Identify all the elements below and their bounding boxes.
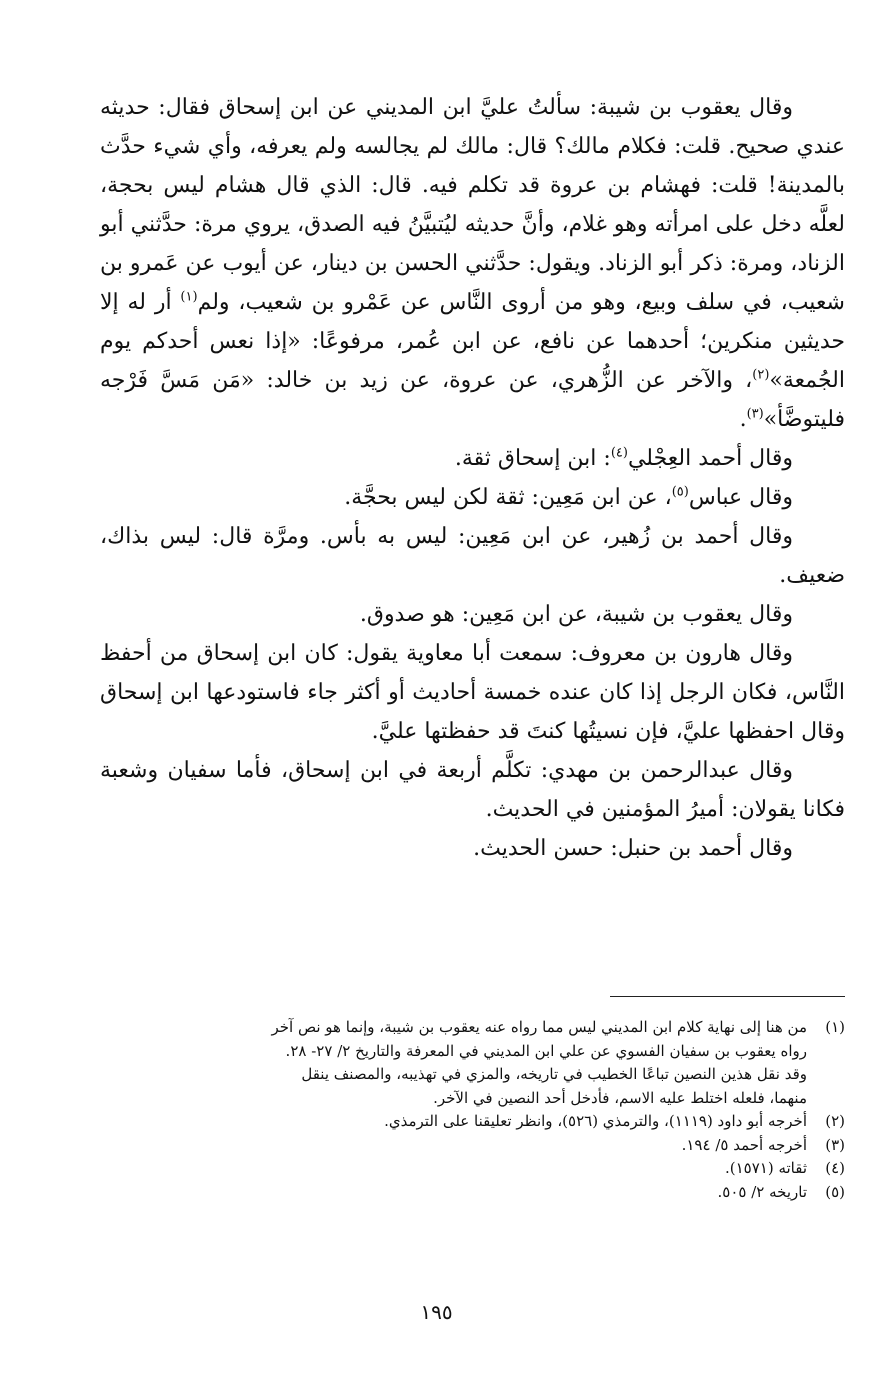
footnote-line: تاريخه ٢/ ٥٠٥. [717,1182,807,1201]
paragraph-text: أر له إلا حديثين منكرين؛ أحدهما عن نافع، عن ابن عُمر، مرفوعًا: «إذا نعس أحدكم يوم الجُمعة» [100,290,845,393]
footnote-text [100,1157,807,1181]
footnote-number: (٢) [825,1112,845,1130]
footnote-line: وقد نقل هذين النصين تباعًا الخطيب في تاريخه، والمزي في تهذيبه، والمصنف ينقل [301,1065,807,1083]
footnote-number: (١) [825,1018,845,1036]
paragraph-text: . [739,407,747,432]
footnote-ref-3[interactable]: (٣) [746,406,764,422]
paragraph-7: وقال عبدالرحمن بن مهدي: تكلَّم أربعة في ابن إسحاق، فأما سفيان وشعبة فكانا يقولان: أميرُ المؤمنين في الحديث. [100,758,845,822]
paragraph-1 [100,88,845,439]
footnote-text [100,1016,807,1110]
footnote-3 [100,1134,845,1158]
paragraph-8: وقال أحمد بن حنبل: حسن الحديث. [473,836,793,861]
paragraph-2 [100,439,845,478]
paragraph-text: وقال عباس [688,485,793,510]
footnote-line: ثقاته (١٥٧١). [724,1159,807,1177]
paragraph-5: وقال يعقوب بن شيبة، عن ابن مَعِين: هو صدوق. [359,602,793,627]
footnote-line: منهما، فلعله اختلط عليه الاسم، فأدخل أحد النصين في الآخر. [433,1088,807,1107]
footnote-line: رواه يعقوب بن سفيان الفسوي عن علي ابن المديني في المعرفة والتاريخ ٢/ ٢٧- ٢٨. [285,1041,807,1060]
footnote-ref-2[interactable]: (٢) [752,367,770,383]
paragraph-text: ، والآخر عن الزُّهري، عن عروة، عن زيد بن خالد: «مَن مَسَّ فَرْجه فليتوضَّأ» [100,368,845,432]
paragraph-3 [100,478,845,517]
footnote-number: (٥) [825,1182,845,1201]
footnote-number: (٤) [825,1159,845,1177]
footnote-line: أخرجه أبو داود (١١١٩)، والترمذي (٥٢٦)، وانظر تعليقنا على الترمذي. [384,1112,807,1130]
footnote-ref-1[interactable]: (١) [180,289,198,305]
footnote-text [100,1181,807,1205]
footnote-line: من هنا إلى نهاية كلام ابن المديني ليس مما رواه عنه يعقوب بن شيبة، وإنما هو نص آخر [271,1018,807,1036]
paragraph-text: : ابن إسحاق ثقة. [454,446,611,471]
main-body [100,88,845,868]
footnote-text [100,1110,807,1134]
footnote-ref-5[interactable]: (٥) [671,484,689,500]
footnote-separator [610,996,845,997]
paragraph-4: وقال أحمد بن زُهير، عن ابن مَعِين: ليس به بأس. ومرَّة قال: ليس بذاك، ضعيف. [100,524,845,588]
footnote-2 [100,1110,845,1134]
footnote-4 [100,1157,845,1181]
paragraph-text: وقال يعقوب بن شيبة: سألتُ عليَّ ابن المديني عن ابن إسحاق فقال: حديثه عندي صحيح. قلت: فكلام مالك؟ قال: مالك لم يجالسه ولم يعرفه، وأي شيء حدَّث بالمدينة! قلت: فهشام بن عروة قد تكلم فيه. قال: الذي قال هشام ليس بحجة، لعلَّه دخل على امرأته وهو غلام، وأنَّ حديثه ليُتبيَّنُ فيه الصدق، يروي مرة: حدَّثني أبو الزناد، ومرة: ذكر أبو الزناد. ويقول: حدَّثني الحسن بن دينار، عن أيوب عن عَمرو بن شعيب، في سلف وبيع، وهو من أروى النَّاس عن عَمْرو بن شعيب، ولم [100,95,845,315]
footnote-text [100,1134,807,1158]
footnote-ref-4[interactable]: (٤) [610,445,628,461]
paragraph-6: وقال هارون بن معروف: سمعت أبا معاوية يقول: كان ابن إسحاق من أحفظ النَّاس، فكان الرجل إذا كان عنده خمسة أحاديث أو أكثر جاء فاستودعها ابن إسحاق وقال احفظها عليَّ، فإن نسيتُها كنتَ قد حفظتها عليَّ. [100,641,845,744]
footnote-5 [100,1181,845,1205]
footnote-number: (٣) [825,1135,845,1154]
main-text [100,88,845,868]
paragraph-text: ، عن ابن مَعِين: ثقة لكن ليس بحجَّة. [344,485,672,510]
paragraph-text: وقال أحمد العِجْلي [627,446,793,471]
page-number: ١٩٥ [420,1300,453,1324]
footnotes [100,1016,845,1204]
footnote-line: أخرجه أحمد ٥/ ١٩٤. [681,1135,807,1154]
footnote-1 [100,1016,845,1110]
